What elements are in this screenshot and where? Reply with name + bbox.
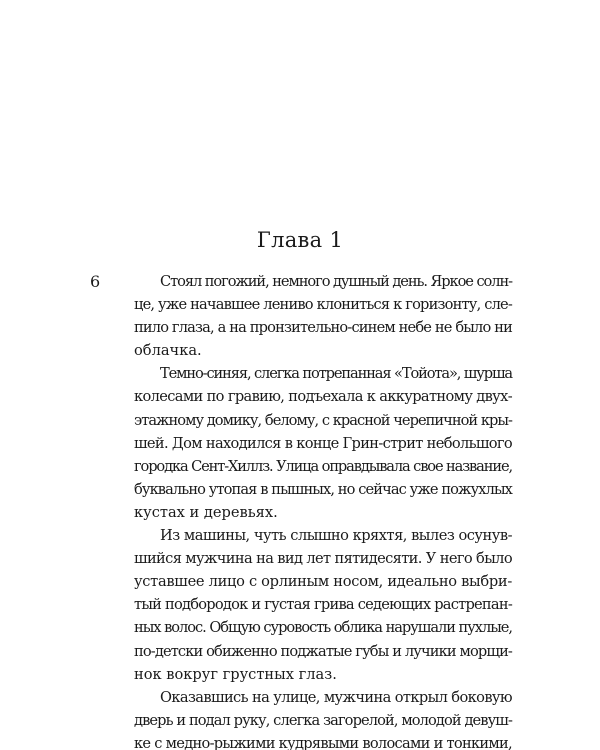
text-line: ных волос. Общую суровость облика нарушали пухлые, bbox=[134, 619, 512, 637]
text-line: ке с медно-рыжими кудрявыми волосами и тонкими, bbox=[134, 734, 512, 750]
text-line: пило глаза, а на пронзительно-синем небе не было ни bbox=[134, 319, 512, 337]
text-line: Из машины, чуть слышно кряхтя, вылез осунув- bbox=[160, 527, 513, 545]
text-line: дверь и подал руку, слегка загорелой, молодой девуш- bbox=[134, 711, 512, 729]
text-line: буквально утопая в пышных, но сейчас уже пожухлых bbox=[134, 480, 512, 498]
text-line: шей. Дом находился в конце Грин-стрит небольшого bbox=[134, 434, 512, 452]
text-line: уставшее лицо с орлиным носом, идеально выбри- bbox=[134, 573, 512, 591]
text-line: Стоял погожий, немного душный день. Яркое солн- bbox=[160, 273, 512, 290]
text-line: колесами по гравию, подъехала к аккуратному двух- bbox=[134, 388, 512, 406]
text-line: Темно-синяя, слегка потрепанная «Тойота», шурша bbox=[160, 365, 512, 383]
page-number: 6 bbox=[90, 272, 101, 291]
chapter-title: Глава 1 bbox=[256, 228, 344, 252]
text-line: облачка. bbox=[134, 342, 202, 360]
text-line: городка Сент-Хиллз. Улица оправдывала свое название, bbox=[134, 457, 512, 475]
text-line: Оказавшись на улице, мужчина открыл боковую bbox=[160, 688, 512, 706]
body-text bbox=[134, 270, 512, 750]
text-line: по-детски обиженно поджатые губы и лучики морщи- bbox=[134, 642, 512, 660]
text-line: кустах и деревьях. bbox=[134, 503, 278, 521]
text-line: це, уже начавшее лениво клониться к горизонту, сле- bbox=[134, 296, 512, 314]
text-line: тый подбородок и густая грива седеющих растрепан- bbox=[134, 596, 512, 614]
text-line: шийся мужчина на вид лет пятидесяти. У него было bbox=[134, 550, 512, 568]
text-line: нок вокруг грустных глаз. bbox=[134, 665, 337, 683]
text-line: этажному домику, белому, с красной черепичной кры- bbox=[134, 411, 512, 429]
